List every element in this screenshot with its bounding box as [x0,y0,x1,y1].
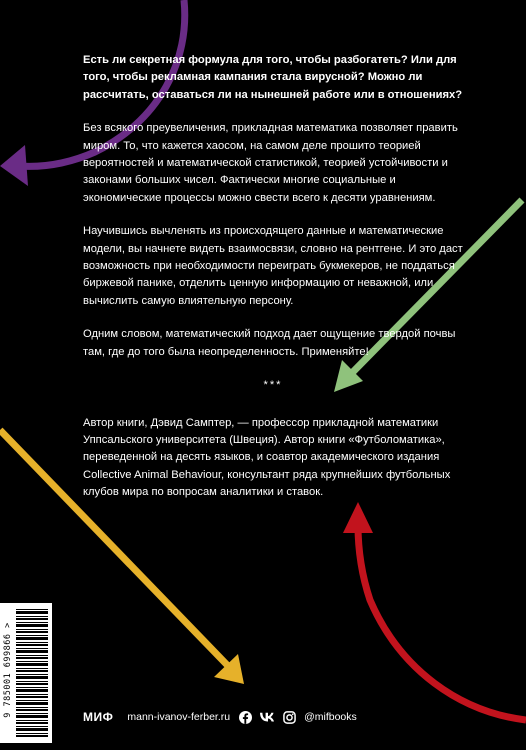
lead-paragraph: Есть ли секретная формула для того, чтобы разбогатеть? Или для того, чтобы рекламная кампания стала вирусной? Можно ли рассчитать, оставаться ли на нынешней работе или в отношениях? [83,54,463,101]
instagram-icon[interactable] [282,710,296,724]
purple-arrowhead [0,145,28,186]
red-arrow [358,525,526,720]
vk-icon[interactable] [260,710,274,724]
facebook-icon[interactable] [238,710,252,724]
annotation-text [83,52,463,518]
author-paragraph: Автор книги, Дэвид Самптер, — профессор прикладной математики Уппсальского университета (Швеция). Автор книги «Футболоматика», переведенной на десять языков, и соавтор академического издания Collective Animal Behaviour, консультант ряда крупнейших футбольных клубов мира по вопросам аналитики и ставок. [83,416,451,499]
section-separator: *** [263,379,283,392]
publisher-footer [83,707,357,727]
isbn-barcode [0,603,52,743]
barcode-digits: 9 785001 699866 > [3,622,13,718]
paragraph-1: Без всякого преувеличения, прикладная математика позволяет править миром. То, что кажется хаосом, на самом деле прошито теорией вероятностей и математической статистикой, теорией устойчивости и законами больших чисел. Фактически многие социальные и экономические процессы можно свести всего к десяти уравнениям. [83,122,458,204]
social-handle[interactable]: @mifbooks [304,711,357,723]
paragraph-2: Научившись вычленять из происходящего данные и математические модели, вы начнете видеть взаимосвязи, словно на рентгене. И это даст возможность при необходимости переиграть букмекеров, не поддаться биржевой панике, отделить ценную информацию от неважной, или вычислить самую влиятельную персону. [83,225,463,307]
barcode-bars [16,609,48,737]
paragraph-3: Одним словом, математический подход дает ощущение твердой почвы там, где до того была неопределенность. Применяйте! [83,328,456,358]
publisher-website[interactable]: mann-ivanov-ferber.ru [127,711,231,723]
publisher-logo: МИФ [83,710,114,724]
